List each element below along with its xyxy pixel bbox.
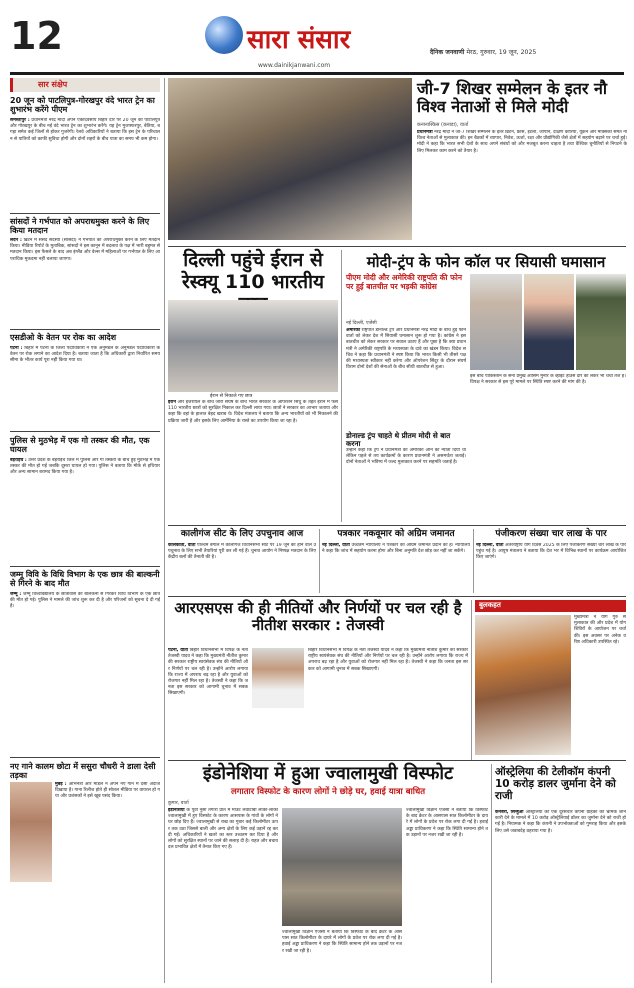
sidebar-title-bar <box>10 78 160 92</box>
column-rule <box>473 529 474 593</box>
rss-body: पटना, वार्ता बिहार विधानसभा में विपक्ष के नेता तेजस्वी यादव ने कहा कि मुख्यमंत्री नीतीश कुमार की सरकार राष्ट्रीय स्वयंसेवक संघ की नीतियों और निर्णयों पर चल रही है। उन्होंने आरोप लगाया कि राज्य में अपराध बढ़ रहा है और युवाओं को रोजगार नहीं मिल रहा है। तेजस्वी ने कहा कि जनता इस सरकार को आगामी चुनाव में सबक सिखाएगी। <box>168 648 248 697</box>
volcano-subhead: लगातार विस्फोट के कारण लोगों ने छोड़े घर, हवाई यात्रा बाधित <box>230 787 426 797</box>
divider <box>10 213 160 214</box>
trump-body-3: इस बीच पाकिस्तान के सेना प्रमुख आसिम मुनीर के व्हाइट हाउस दौरे को लेकर भी चर्चा तेज है। विपक्ष ने सरकार से इस पूरे मामले पर स्थिति स्पष्ट करने की मांग की है। <box>470 374 626 386</box>
logo-text: सारा संसार <box>247 25 351 55</box>
brief-6-body: मुंबई : अभिनेत्री और मॉडल ने अपने नए गाने में देसी अंदाज दिखाया है। गाना रिलीज होते ही सोशल मीडिया पर वायरल हो गया और प्रशंसकों ने इसे खूब पसंद किया। <box>55 782 160 800</box>
trump-body-2: उन्होंने कहा कि ट्रंप ने प्रधानमंत्री को अमेरिका आने का न्योता दिया था लेकिन पहले से तय कार्यक्रमों के कारण प्रधानमंत्री ने असमर्थता जताई। दोनों नेताओं ने भविष्य में जल्द मुलाकात करने पर सहमति जताई है। <box>346 448 466 466</box>
edition-name: दैनिक जनवाणी <box>430 49 465 56</box>
yoga-meeting-photo <box>475 615 571 755</box>
tejashwi-photo <box>252 648 304 708</box>
kaliganj-headline: कालीगंज सीट के लिए उपचुनाव आज <box>180 529 304 539</box>
masthead-logo <box>205 16 395 60</box>
divider <box>168 246 626 247</box>
actress-photo <box>10 782 52 882</box>
divider <box>10 566 160 567</box>
brief-1-body: समस्तीपुर : प्रधानमंत्री नरेंद्र मोदी अपने एकदिवसीय बिहार दौरे पर 20 जून को पाटलिपुत्र और गोरखपुर के बीच नई वंदे भारत ट्रेन का शुभारंभ करेंगे। यह ट्रेन मुजफ्फरपुर, बेतिया, बगहा समेत कई जिलों से होकर गुजरेगी। रेलवे अधिकारियों ने बताया कि इस ट्रेन के परिचालन से यात्रियों को काफी सुविधा होगी और दोनों शहरों के बीच यात्रा का समय भी कम होगा। <box>10 118 160 142</box>
trump-headline: मोदी-ट्रंप के फोन कॉल पर सियासी घमासान <box>366 253 606 271</box>
yoga-headline: पंजीकरण संख्या चार लाख के पार <box>495 529 607 539</box>
kaliganj-body: कोलकाता, वार्ता पश्चिम बंगाल में कालीगंज विधानसभा सीट पर 19 जून को होने वाले उपचुनाव के लिए सभी तैयारियां पूरी कर ली गई हैं। चुनाव आयोग ने निष्पक्ष मतदान के लिए केंद्रीय बलों की तैनाती की है। <box>168 543 316 561</box>
website-url: www.dainikjanwani.com <box>258 62 331 69</box>
brief-2-body: लंदन : ब्रिटेन में संसद सदस्यों (सांसदों) ने गर्भपात को अपराधमुक्त करने के लिए मतदान किया। मीडिया रिपोर्ट के मुताबिक, सांसदों ने इस कानून में बदलाव के पक्ष में भारी बहुमत से मतदान किया। इस फैसले के बाद अब इंग्लैंड और वेल्स में महिलाओं पर गर्भपात के लिए आपराधिक मुकदमा नहीं चलाया जाएगा। <box>10 238 160 262</box>
volcano-headline: इंडोनेशिया में हुआ ज्वालामुखी विस्फोट <box>202 763 454 784</box>
brief-1-dateline: समस्तीपुर : <box>10 118 30 123</box>
divider <box>10 329 160 330</box>
army-chief-photo <box>576 274 626 370</box>
bulletin-bar <box>475 600 626 612</box>
telecom-headline: ऑस्ट्रेलिया की टेलीकॉम कंपनी 10 करोड़ डालर जुर्माना देने को राजी <box>495 766 616 803</box>
brief-2-headline: सांसदों ने गर्भपात को अपराधमुक्त करने के लिए किया मतदान <box>10 217 150 236</box>
volcano-byline: कुमार, वार्ता <box>168 801 189 806</box>
g7-headline: जी-7 शिखर सम्मेलन के इतर नौ विश्व नेताओं से मिले मोदी <box>417 79 608 117</box>
yoga-body: नई दिल्ली, वार्ता अंतरराष्ट्रीय योग दिवस 2025 के लिए पंजीकरण संख्या चार लाख के पार पहुंच गई है। आयुष मंत्रालय ने बताया कि देश भर में विभिन्न स्थानों पर कार्यक्रम आयोजित किए जाएंगे। <box>476 543 626 561</box>
brief-4-headline: पुलिस से मुठभेड़ में एक गो तस्कर की मौत, एक घायल <box>10 436 150 455</box>
trump-subhead-2: डोनाल्ड ट्रंप चाहते थे प्रीतम मोदी से बात करना <box>346 431 451 449</box>
divider <box>168 596 626 597</box>
bulletin-title: बुलकहत <box>479 601 501 609</box>
trump-body: अमेरिकी राष्ट्रपति डोनाल्ड ट्रंप और प्रधानमंत्री नरेंद्र मोदी के बीच हुई फोन वार्ता को लेकर देश में सियासी घमासान शुरू हो गया है। कांग्रेस ने इस बातचीत को लेकर सरकार पर सवाल उठाए हैं और पूछा है कि क्या प्रधानमंत्री ने अमेरिकी राष्ट्रपति के मध्यस्थता के दावे का खंडन किया। विदेश सचिव ने कहा कि प्रधानमंत्री ने स्पष्ट किया कि भारत किसी भी तीसरे पक्ष की मध्यस्थता स्वीकार नहीं करेगा और ऑपरेशन सिंदूर के दौरान संघर्ष विराम दोनों देशों की सेनाओं के बीच सीधी बातचीत से हुआ। <box>346 328 466 371</box>
dateline <box>430 47 536 56</box>
top-rule <box>10 72 624 75</box>
brief-6-headline: नए गाने कालम छोटा में ससुरा चौधरी ने डाला देसी तड़का <box>10 762 156 781</box>
bulletin-body: मुख्यमंत्री ने योग गुरु से मुलाकात की और प्रदेश में योग शिविरों के आयोजन पर चर्चा की। इस अवसर पर अनेक वरिष्ठ अधिकारी उपस्थित रहे। <box>574 615 626 645</box>
brief-3-body: पटना : बिहार में पटना के जिला पदाधिकारी ने एक अनुमंडल के अनुमंडल पदाधिकारी के वेतन पर रोक लगाने का आदेश दिया है। बताया जाता है कि अधिकारी द्वारा निर्धारित समय सीमा के भीतर कार्य पूरा नहीं किया गया था। <box>10 346 160 364</box>
trump-subhead: पीएम मोदी और अमेरिकी राष्ट्रपति की फोन पर हुई बातचीत पर भड़की कांग्रेस <box>346 273 462 291</box>
sidebar-title: सार संक्षेप <box>38 80 68 89</box>
students-caption: ईरान से निकाले गए छात्र <box>210 394 253 399</box>
iran-headline: दिल्ली पहुंचे ईरान से रेस्क्यू 110 भारतीय <box>181 249 325 293</box>
trump-byline: नई दिल्ली, एजेंसी <box>346 321 377 326</box>
brief-5-headline: जम्मू विवि के विधि विभाग के एक छात्र की बाल्कनी से गिरने के बाद मौत <box>10 570 160 589</box>
g7-meeting-photo <box>168 78 412 240</box>
column-rule <box>164 78 165 983</box>
volcano-body: इंडोनेशिया के पूर्वी नुसा तेंगारा प्रांत में माउंट लेवोटोबी लाकी-लाकी ज्वालामुखी में हुए विस्फोट के कारण आसपास के गांवों के लोगों ने घर छोड़ दिए हैं। ज्वालामुखी से राख का गुबार कई किलोमीटर ऊपर तक उठा जिससे बाली और अन्य क्षेत्रों के लिए कई उड़ानें रद्द कर दी गईं। अधिकारियों ने खतरे का स्तर उच्चतम कर दिया है और लोगों को सुरक्षित स्थानों पर जाने की सलाह दी है। राहत और बचाव दल प्रभावित क्षेत्रों में तैनात किए गए हैं। <box>168 808 278 851</box>
globe-icon <box>205 16 243 54</box>
divider <box>10 757 160 758</box>
divider <box>168 760 626 761</box>
g7-byline: कनानास्किस (कनाडा), वार्ता <box>417 122 469 128</box>
rss-headline: आरएसएस की ही नीतियों और निर्णयों पर चल रही है नीतीश सरकार : तेजस्वी <box>174 599 462 635</box>
divider <box>10 431 160 432</box>
volcano-body-2: ज्वालामुखी विज्ञान एजेंसी ने बताया कि विस्फोट के बाद क्रेटर के आसपास सात किलोमीटर के दायरे में लोगों के प्रवेश पर रोक लगा दी गई है। हवाई अड्डा प्राधिकरण ने कहा कि स्थिति सामान्य होने तक उड़ानों पर नजर रखी जा रही है। <box>282 930 402 954</box>
volcano-photo <box>282 808 402 926</box>
rss-body-2: बिहार विधानसभा में विपक्ष के नेता तेजस्वी यादव ने कहा कि मुख्यमंत्री नीतीश कुमार की सरकार राष्ट्रीय स्वयंसेवक संघ की नीतियों और निर्णयों पर चल रही है। उन्होंने आरोप लगाया कि राज्य में अपराध बढ़ रहा है और युवाओं को रोजगार नहीं मिल रहा है। तेजस्वी ने कहा कि जनता इस सरकार को आगामी चुनाव में सबक सिखाएगी। <box>308 648 468 672</box>
brief-1-headline: 20 जून को पाटलिपुत्र-गोरखपुर वंदे भारत ट्रेन का शुभारंभ करेंगे पीएम <box>10 96 155 115</box>
volcano-body-3: ज्वालामुखी विज्ञान एजेंसी ने बताया कि विस्फोट के बाद क्रेटर के आसपास सात किलोमीटर के दायरे में लोगों के प्रवेश पर रोक लगा दी गई है। हवाई अड्डा प्राधिकरण ने कहा कि स्थिति सामान्य होने तक उड़ानों पर नजर रखी जा रही है। <box>406 808 488 838</box>
modi-photo <box>470 274 522 370</box>
brief-4-body: बहराइच : उत्तर प्रदेश के बहराइच जिले में पुलिस और गो तस्करों के बीच हुई मुठभेड़ में एक तस्कर की मौत हो गई जबकि दूसरा घायल हो गया। पुलिस ने बताया कि मौके से हथियार और अन्य सामान बरामद किया गया है। <box>10 458 160 476</box>
trump-photo <box>524 274 574 370</box>
journalist-body: नई दिल्ली, वार्ता उच्चतम न्यायालय ने पत्रकार को अग्रिम जमानत प्रदान की है। न्यायालय ने कहा कि जांच में सहयोग करना होगा और बिना अनुमति देश छोड़ कर नहीं जा सकेंगे। <box>322 543 470 555</box>
page-number: 12 <box>10 14 63 58</box>
iran-body: ईरान और इजरायल के बीच जारी संघर्ष के बीच भारत सरकार के ऑपरेशन सिंधु के तहत ईरान में फंसे 110 भारतीय छात्रों को सुरक्षित निकाल कर दिल्ली लाया गया। छात्रों ने सरकार का आभार जताया और कहा कि वहां के हालात बेहद खराब थे। विदेश मंत्रालय ने बताया कि अन्य भारतीयों को भी निकालने की प्रक्रिया जारी है और इसके लिए आर्मेनिया के रास्ते का उपयोग किया जा रहा है। <box>168 400 338 424</box>
date-text: मेरठ, गुरुवार, 19 जून, 2025 <box>466 49 537 56</box>
journalist-headline: पत्रकार नकवूमार को अग्रिम जमानत <box>337 529 455 539</box>
column-rule <box>341 250 342 522</box>
divider <box>168 525 626 526</box>
brief-3-headline: एसडीओ के वेतन पर रोक का आदेश <box>10 333 117 342</box>
column-rule <box>471 600 472 760</box>
column-rule <box>491 764 492 983</box>
brief-5-body: जम्मू : जम्मू विश्वविद्यालय के छात्रावास की बालकनी से गिरकर विधि विभाग के एक छात्र की मौत हो गई। पुलिस ने मामले की जांच शुरू कर दी है और परिजनों को सूचना दे दी गई है। <box>10 592 160 610</box>
students-photo <box>168 300 338 392</box>
g7-body: प्रधानमंत्री नरेंद्र मोदी ने जी-7 शिखर सम्मेलन के इतर ब्रिटेन, फ्रांस, इटली, जापान, दक्षिण कोरिया, यूक्रेन और मैक्सिको समेत नौ विश्व नेताओं से मुलाकात की। इन बैठकों में व्यापार, निवेश, ऊर्जा, रक्षा और प्रौद्योगिकी जैसे क्षेत्रों में सहयोग बढ़ाने पर चर्चा हुई। मोदी ने कहा कि भारत सभी देशों के साथ अपने संबंधों को और मजबूत करना चाहता है तथा वैश्विक चुनौतियों से निपटने के लिए मिलकर काम करने को तैयार है। <box>417 130 627 154</box>
column-rule <box>319 529 320 593</box>
telecom-body: कैनबरा, सिन्हुआ ऑस्ट्रेलिया की एक दूरसंचार कंपनी ग्राहकों को भ्रामक जानकारी देने के मामले में 10 करोड़ ऑस्ट्रेलियाई डॉलर का जुर्माना देने को राजी हो गई है। नियामक ने कहा कि कंपनी ने उपभोक्ताओं को गुमराह किया और इसके लिए उसे जवाबदेह ठहराया गया है। <box>495 810 626 834</box>
